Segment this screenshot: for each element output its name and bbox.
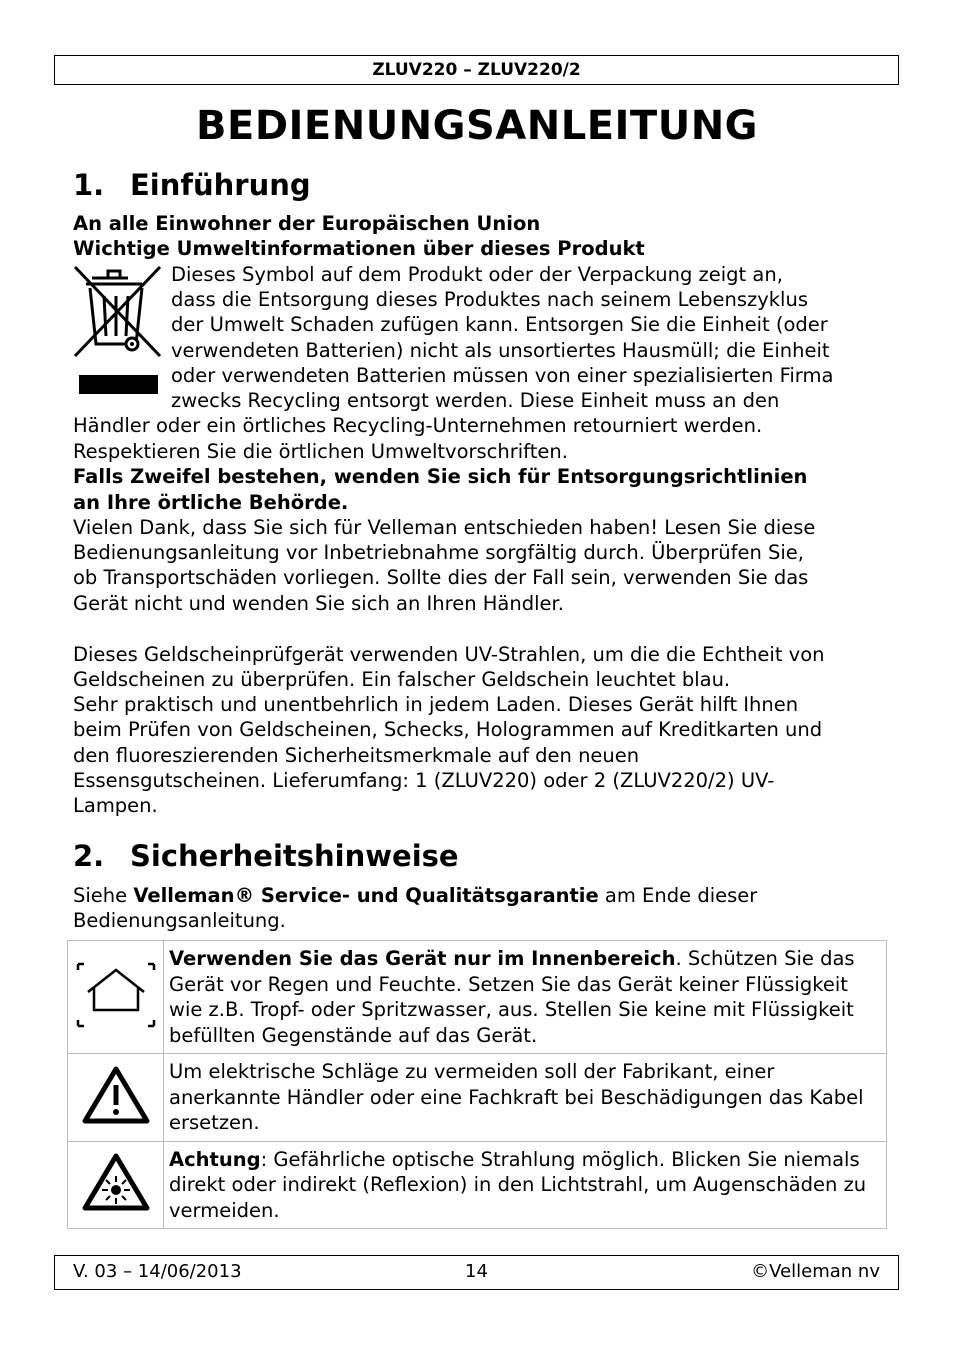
indoor-use-house-icon xyxy=(76,962,156,1028)
thanks-text-line: Bedienungsanleitung vor Inbetriebnahme sorgfältig durch. Überprüfen Sie, xyxy=(73,541,804,564)
section-1-title: Einführung xyxy=(130,168,311,202)
safety-text-cell xyxy=(164,1141,887,1229)
safety-table xyxy=(67,940,887,1229)
model-label: ZLUV220 – ZLUV220/2 xyxy=(372,60,581,80)
page-number: 14 xyxy=(465,1261,488,1282)
safety-text: Um elektrische Schläge zu vermeiden soll der Fabrikant, einer anerkannte Händler oder eine Fachkraft bei Beschädigungen das Kabel ersetzen. xyxy=(169,1060,864,1134)
copyright: ©Velleman nv xyxy=(751,1261,880,1282)
document-title: BEDIENUNGSANLEITUNG xyxy=(196,103,758,149)
safety-text: : Gefährliche optische Strahlung möglich. Blicken Sie niemals direkt oder indirekt (Reflexion) in den Lichtstrahl, um Augenschäden zu vermeiden. xyxy=(169,1147,867,1222)
safety-bold-text: Achtung xyxy=(169,1147,261,1171)
safety-intro-pre: Siehe xyxy=(73,884,134,907)
weee-crossed-bin-icon xyxy=(72,264,164,399)
section-2-heading xyxy=(73,837,459,875)
safety-row xyxy=(68,1141,887,1229)
safety-intro-line-2: Bedienungsanleitung. xyxy=(73,909,286,932)
safety-row xyxy=(68,941,887,1054)
weee-text-line: Händler oder ein örtliches Recycling-Unternehmen retourniert werden. xyxy=(73,414,763,437)
safety-text: . Schützen Sie das Gerät vor Regen und Feuchte. Setzen Sie das Gerät keiner Flüssigkeit wie z.B. Tropf- oder Spritzwasser, aus. Stellen Sie keine mit Flüssigkeit befüllten Gegenstände auf das Gerät. xyxy=(169,947,855,1047)
safety-text-cell xyxy=(164,1054,887,1142)
thanks-text-line: Vielen Dank, dass Sie sich für Velleman entschieden haben! Lesen Sie diese xyxy=(73,516,816,539)
safety-intro-line xyxy=(73,883,757,908)
weee-text-line: Dieses Symbol auf dem Produkt oder der Verpackung zeigt an, xyxy=(171,263,783,286)
eu-residents-heading: An alle Einwohner der Europäischen Union xyxy=(73,212,541,235)
description-text-line: den fluoreszierenden Sicherheitsmerkmale auf den neuen xyxy=(73,744,640,767)
page-footer xyxy=(54,1255,899,1290)
safety-icon-cell xyxy=(68,941,164,1054)
weee-text-line: oder verwendeten Batterien müssen von einer spezialisierten Firma xyxy=(171,364,834,387)
section-1-number: 1. xyxy=(73,168,105,202)
description-text-line: Dieses Geldscheinprüfgerät verwenden UV-Strahlen, um die die Echtheit von xyxy=(73,643,825,666)
weee-text-line: zwecks Recycling entsorgt werden. Diese Einheit muss an den xyxy=(171,389,780,412)
safety-row xyxy=(68,1054,887,1142)
electric-warning-icon xyxy=(81,1065,151,1125)
weee-text-line: dass die Entsorgung dieses Produktes nach seinem Lebenszyklus xyxy=(171,288,808,311)
section-2-title: Sicherheitshinweise xyxy=(130,839,459,873)
weee-text-line: verwendeten Batterien) nicht als unsortiertes Hausmüll; die Einheit xyxy=(171,339,830,362)
thanks-text-line: ob Transportschäden vorliegen. Sollte dies der Fall sein, verwenden Sie das xyxy=(73,566,809,589)
safety-intro-post: am Ende dieser xyxy=(598,884,758,907)
version-date: V. 03 – 14/06/2013 xyxy=(73,1261,242,1282)
description-text-line: beim Prüfen von Geldscheinen, Schecks, Hologrammen auf Kreditkarten und xyxy=(73,718,823,741)
safety-bold-text: Verwenden Sie das Gerät nur im Innenbereich xyxy=(169,947,676,970)
safety-text-cell xyxy=(164,941,887,1054)
weee-text-line: der Umwelt Schaden zufügen kann. Entsorgen Sie die Einheit (oder xyxy=(171,313,828,336)
thanks-text-line: Gerät nicht und wenden Sie sich an Ihren Händler. xyxy=(73,592,564,615)
warranty-reference: Velleman® Service- und Qualitätsgarantie xyxy=(133,884,599,907)
optical-radiation-warning-icon xyxy=(81,1152,151,1212)
description-text-line: Essensgutscheinen. Lieferumfang: 1 (ZLUV220) oder 2 (ZLUV220/2) UV- xyxy=(73,769,775,792)
safety-icon-cell xyxy=(68,1141,164,1229)
section-2-number: 2. xyxy=(73,839,105,873)
description-text-line: Lampen. xyxy=(73,794,158,817)
environment-info-heading: Wichtige Umweltinformationen über dieses Produkt xyxy=(73,237,645,260)
doubt-notice-line: an Ihre örtliche Behörde. xyxy=(73,491,349,514)
section-1-heading xyxy=(73,166,311,204)
safety-icon-cell xyxy=(68,1054,164,1142)
description-text-line: Sehr praktisch und unentbehrlich in jedem Laden. Dieses Gerät hilft Ihnen xyxy=(73,693,799,716)
weee-text-line: Respektieren Sie die örtlichen Umweltvorschriften. xyxy=(73,440,568,463)
doubt-notice-line: Falls Zweifel bestehen, wenden Sie sich für Entsorgungsrichtlinien xyxy=(73,465,808,488)
description-text-line: Geldscheinen zu überprüfen. Ein falscher Geldschein leuchtet blau. xyxy=(73,668,731,691)
page-header xyxy=(54,55,899,85)
